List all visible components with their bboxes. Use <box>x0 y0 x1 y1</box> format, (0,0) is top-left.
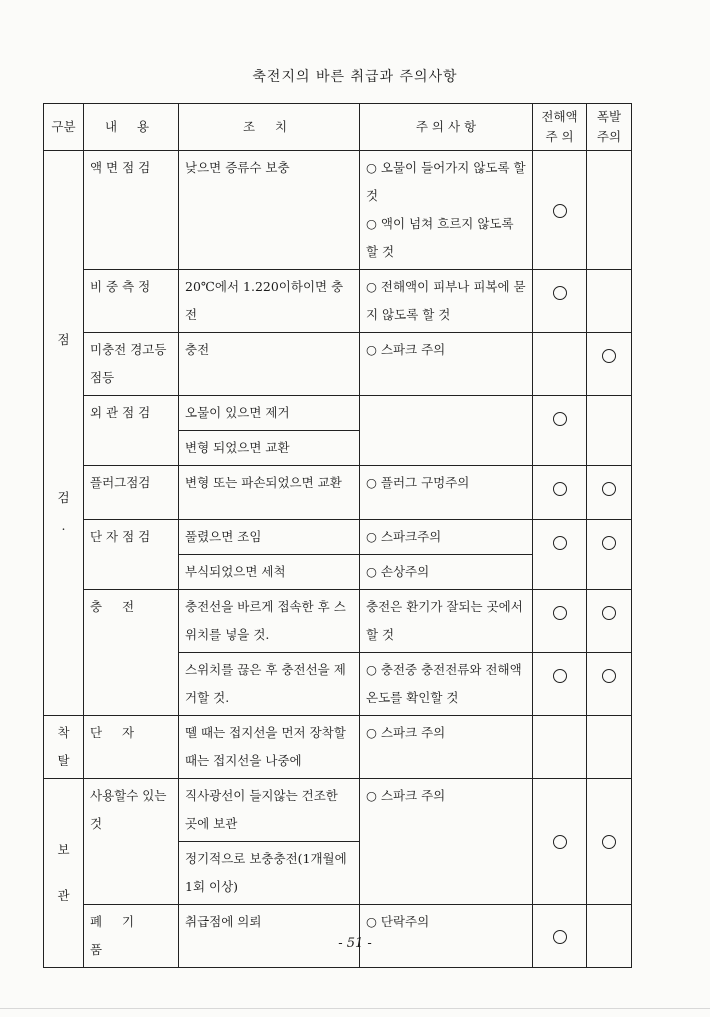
table-row <box>44 396 632 431</box>
row-terminal-action-1: 풀렸으면 조임 <box>179 520 360 555</box>
row-liquid-explosion <box>587 151 632 270</box>
category-detach-char1: 착 <box>57 725 70 740</box>
circle-icon <box>553 669 567 683</box>
row-charge-caution-1: 충전은 환기가 잘되는 곳에서 할 것 <box>360 590 533 653</box>
row-liquid-caution <box>360 151 533 270</box>
row-unused-action-2: 정기적으로 보충충전(1개월에 1회 이상) <box>179 842 360 905</box>
row-terminal-caution-2: ○ 손상주의 <box>360 555 533 590</box>
row-detach-caution: ○ 스파크 주의 <box>360 716 533 779</box>
row-undercharge-caution: ○ 스파크 주의 <box>360 333 533 396</box>
row-terminal-action-2: 부식되었으면 세척 <box>179 555 360 590</box>
row-charge-electrolyte-1 <box>533 590 587 653</box>
row-liquid-electrolyte <box>533 151 587 270</box>
circle-icon <box>553 204 567 218</box>
table-row <box>44 590 632 653</box>
battery-handling-table <box>43 103 632 968</box>
table-row <box>44 520 632 555</box>
circle-icon <box>553 835 567 849</box>
row-charge-action-2: 스위치를 끊은 후 충전선을 제거할 것. <box>179 653 360 716</box>
circle-icon <box>553 412 567 426</box>
circle-icon <box>553 536 567 550</box>
table-row <box>44 333 632 396</box>
row-liquid-content: 액 면 점 검 <box>84 151 179 270</box>
category-detach-char2: 탈 <box>57 753 70 768</box>
table-row <box>44 466 632 520</box>
header-content: 내 용 <box>84 104 179 151</box>
circle-icon <box>602 835 616 849</box>
row-disposal-action: 취급점에 의뢰 <box>179 905 360 968</box>
circle-icon <box>602 606 616 620</box>
row-plug-explosion <box>587 466 632 520</box>
category-inspection <box>44 151 84 716</box>
row-unused-action-1: 직사광선이 들지않는 건조한 곳에 보관 <box>179 779 360 842</box>
row-liquid-action: 낮으면 증류수 보충 <box>179 151 360 270</box>
row-plug-caution: ○ 플러그 구멍주의 <box>360 466 533 520</box>
row-charge-explosion-1 <box>587 590 632 653</box>
row-undercharge-content: 미충전 경고등 점등 <box>84 333 179 396</box>
row-liquid-caution-1: ○ 오물이 들어가지 않도록 할 것 <box>366 160 526 203</box>
circle-icon <box>553 482 567 496</box>
category-storage-char1: 보 <box>57 842 70 857</box>
row-detach-action: 뗄 때는 접지선을 먼저 장착할 때는 접지선을 나중에 <box>179 716 360 779</box>
row-gravity-electrolyte <box>533 270 587 333</box>
row-detach-explosion <box>587 716 632 779</box>
row-terminal-explosion <box>587 520 632 590</box>
category-inspection-char3: . <box>61 518 66 533</box>
header-caution: 주 의 사 항 <box>360 104 533 151</box>
row-exterior-content: 외 관 점 검 <box>84 396 179 466</box>
header-explosion: 폭발 주의 <box>587 104 632 151</box>
row-plug-action: 변형 또는 파손되었으면 교환 <box>179 466 360 520</box>
row-gravity-explosion <box>587 270 632 333</box>
row-exterior-caution <box>360 396 533 466</box>
row-undercharge-action: 충전 <box>179 333 360 396</box>
row-exterior-explosion <box>587 396 632 466</box>
row-charge-content: 충 전 <box>84 590 179 716</box>
row-undercharge-explosion <box>587 333 632 396</box>
category-storage-char2: 관 <box>57 888 70 903</box>
row-exterior-action-2: 변형 되었으면 교환 <box>179 431 360 466</box>
row-charge-action-1: 충전선을 바르게 접속한 후 스위치를 넣을 것. <box>179 590 360 653</box>
row-charge-caution-2: ○ 충전중 충전전류와 전해액 온도를 확인할 것 <box>360 653 533 716</box>
page-title: 축전지의 바른 취급과 주의사항 <box>252 69 458 85</box>
circle-icon <box>553 286 567 300</box>
circle-icon <box>602 536 616 550</box>
circle-icon <box>553 606 567 620</box>
circle-icon <box>602 669 616 683</box>
row-plug-content: 플러그점검 <box>84 466 179 520</box>
header-electrolyte: 전해액 주 의 <box>533 104 587 151</box>
page-number: - 51 - <box>338 936 372 951</box>
row-unused-explosion <box>587 779 632 905</box>
table-row <box>44 151 632 270</box>
row-exterior-action-1: 오물이 있으면 제거 <box>179 396 360 431</box>
scan-edge-line <box>0 1008 710 1009</box>
row-gravity-action: 20℃에서 1.220이하이면 충전 <box>179 270 360 333</box>
category-detach <box>44 716 84 779</box>
row-exterior-electrolyte <box>533 396 587 466</box>
row-gravity-content: 비 중 측 정 <box>84 270 179 333</box>
header-category: 구분 <box>44 104 84 151</box>
row-gravity-caution: ○ 전해액이 피부나 피복에 묻지 않도록 할 것 <box>360 270 533 333</box>
row-terminal-caution-1: ○ 스파크주의 <box>360 520 533 555</box>
row-detach-content: 단 자 <box>84 716 179 779</box>
circle-icon <box>602 349 616 363</box>
category-inspection-char1: 점 <box>57 332 70 347</box>
row-detach-electrolyte <box>533 716 587 779</box>
row-charge-explosion-2 <box>587 653 632 716</box>
header-action: 조 치 <box>179 104 360 151</box>
table-row <box>44 270 632 333</box>
table-row <box>44 716 632 779</box>
row-unused-electrolyte <box>533 779 587 905</box>
row-unused-caution: ○ 스파크 주의 <box>360 779 533 905</box>
row-charge-electrolyte-2 <box>533 653 587 716</box>
row-terminal-content: 단 자 점 검 <box>84 520 179 590</box>
circle-icon <box>602 482 616 496</box>
table-row <box>44 779 632 842</box>
category-inspection-char2: 검 <box>57 490 70 505</box>
row-plug-electrolyte <box>533 466 587 520</box>
row-liquid-caution-2: ○ 액이 넘쳐 흐르지 않도록 할 것 <box>366 216 514 259</box>
row-undercharge-electrolyte <box>533 333 587 396</box>
row-unused-content: 사용할수 있는것 <box>84 779 179 905</box>
table-header-row <box>44 104 632 151</box>
row-terminal-electrolyte <box>533 520 587 590</box>
row-disposal-content: 폐 기 품 <box>84 905 179 968</box>
row-disposal-caution: ○ 단락주의 <box>360 905 533 968</box>
